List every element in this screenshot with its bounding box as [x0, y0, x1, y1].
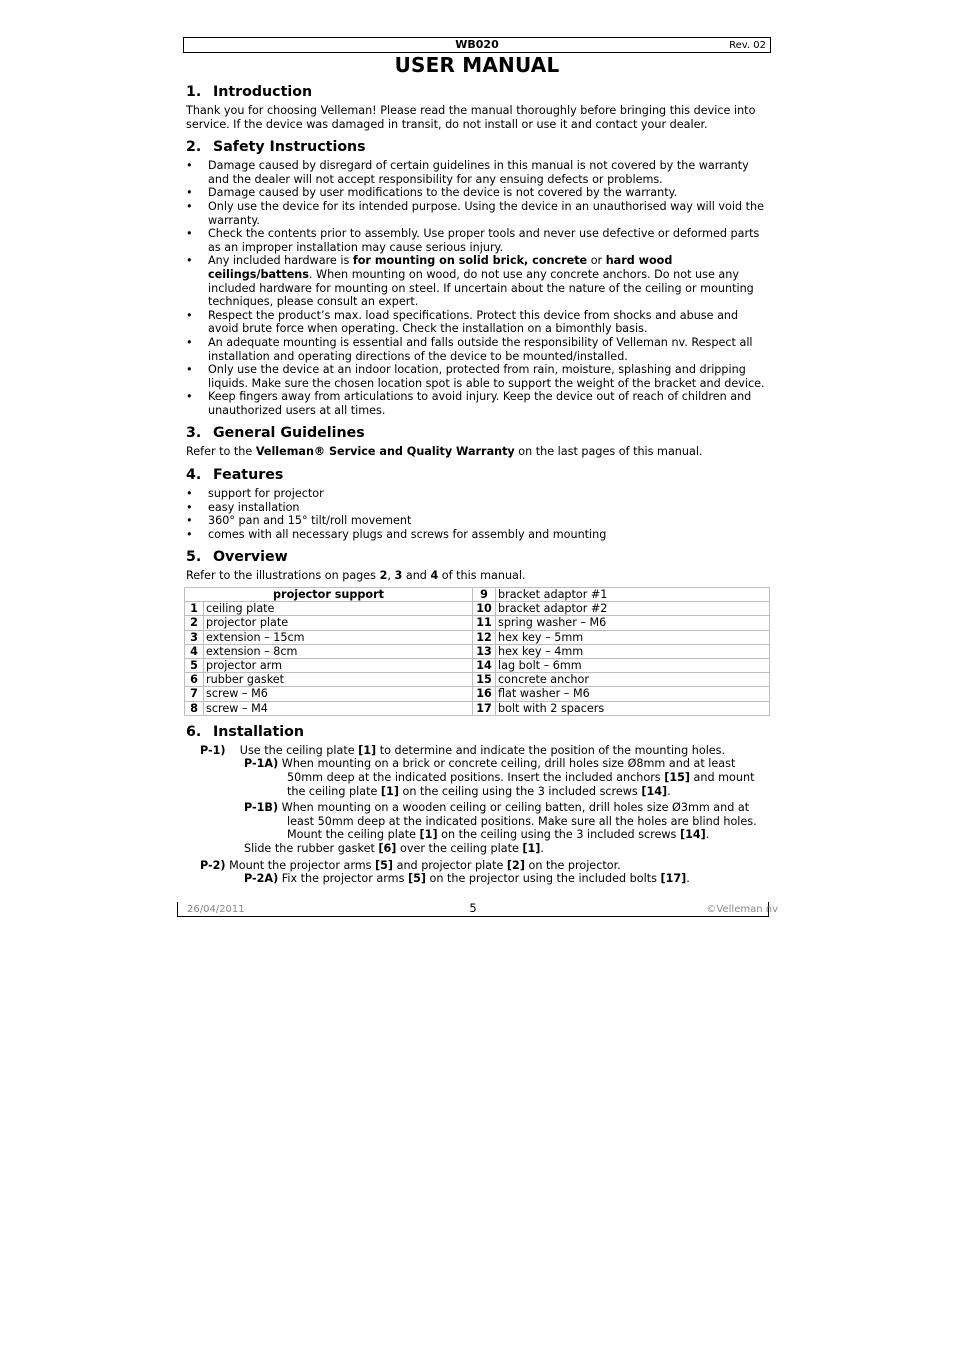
- footer-copyright: ©Velleman nv: [706, 904, 778, 915]
- page-number: 5: [469, 901, 477, 915]
- page-header: [183, 37, 771, 53]
- features-list: [186, 487, 770, 541]
- model-code: WB020: [455, 38, 499, 51]
- step-p2a: P-2A) Fix the projector arms [5] on the projector using the included bolts [17].: [244, 872, 690, 886]
- list-item-hardware: • Any included hardware is for mounting on solid brick, concrete or hard wood ceilings/battens. When mounting on wood, do not use any concrete anchors. Do not use any included hardware for mounting on steel. If uncertain about the nature of the ceiling or mounting techniques, please consult an expert.: [186, 254, 770, 308]
- part-label: bracket adaptor #2: [496, 602, 770, 616]
- part-label: extension – 15cm: [204, 630, 473, 644]
- part-number: 4: [185, 644, 204, 658]
- list-item: • easy installation: [186, 501, 770, 515]
- installation-steps: [186, 744, 770, 886]
- footer-date: 26/04/2011: [187, 904, 245, 915]
- part-label: extension – 8cm: [204, 644, 473, 658]
- part-label: screw – M6: [204, 687, 473, 701]
- part-number: 5: [185, 659, 204, 673]
- part-number: 12: [473, 630, 496, 644]
- safety-list: [186, 159, 770, 417]
- step-p1b: P-1B) When mounting on a wooden ceiling or ceiling batten, drill holes size Ø3mm and at least 50mm deep at the indicated positions. Make sure all the holes are blind holes. Mount the ceiling plate [1] on the ceiling using the 3 included screws [14].: [244, 801, 757, 842]
- list-item: • Respect the product’s max. load specifications. Protect this device from shocks and abuse and avoid brute force when operating. Check the installation on a bimonthly basis.: [186, 309, 770, 336]
- page-footer: [177, 901, 778, 917]
- section-heading-guidelines: 3. General Guidelines: [186, 425, 365, 442]
- part-number: 8: [185, 701, 204, 715]
- part-number: 9: [473, 588, 496, 602]
- part-number: 17: [473, 701, 496, 715]
- part-label: flat washer – M6: [496, 687, 770, 701]
- table-row: [185, 630, 770, 644]
- part-label: rubber gasket: [204, 673, 473, 687]
- guidelines-text: Refer to the Velleman® Service and Quality Warranty on the last pages of this manual.: [186, 445, 703, 459]
- part-label: spring washer – M6: [496, 616, 770, 630]
- part-number: 14: [473, 659, 496, 673]
- section-heading-safety: 2. Safety Instructions: [186, 139, 366, 156]
- section-heading-overview: 5. Overview: [186, 549, 288, 566]
- list-item: • An adequate mounting is essential and falls outside the responsibility of Velleman nv. Respect all installation and operating directions of the device to be mounted/installed.: [186, 336, 770, 363]
- table-header: projector support: [185, 588, 473, 602]
- part-label: hex key – 4mm: [496, 644, 770, 658]
- list-item: • Only use the device at an indoor location, protected from rain, moisture, splashing and dripping liquids. Make sure the chosen location spot is able to support the weight of the bracket and device.: [186, 363, 770, 390]
- part-label: screw – M4: [204, 701, 473, 715]
- part-number: 11: [473, 616, 496, 630]
- section-heading-features: 4. Features: [186, 467, 284, 484]
- part-label: projector plate: [204, 616, 473, 630]
- part-label: lag bolt – 6mm: [496, 659, 770, 673]
- part-label: bolt with 2 spacers: [496, 701, 770, 715]
- part-number: 7: [185, 687, 204, 701]
- table-row: [185, 616, 770, 630]
- list-item: • Check the contents prior to assembly. Use proper tools and never use defective or deformed parts as an improper installation may cause serious injury.: [186, 227, 770, 254]
- part-number: 16: [473, 687, 496, 701]
- section-heading-introduction: 1. Introduction: [186, 84, 313, 100]
- part-label: hex key – 5mm: [496, 630, 770, 644]
- step-p1: P-1) Use the ceiling plate [1] to determine and indicate the position of the mounting holes.: [200, 743, 726, 757]
- part-number: 15: [473, 673, 496, 687]
- list-item: • Only use the device for its intended purpose. Using the device in an unauthorised way will void the warranty.: [186, 200, 770, 227]
- part-label: concrete anchor: [496, 673, 770, 687]
- table-row: [185, 673, 770, 687]
- list-item: • comes with all necessary plugs and screws for assembly and mounting: [186, 528, 770, 542]
- part-label: bracket adaptor #1: [496, 588, 770, 602]
- list-item: • Damage caused by user modifications to the device is not covered by the warranty.: [186, 186, 770, 200]
- list-item: • Damage caused by disregard of certain guidelines in this manual is not covered by the warranty and the dealer will not accept responsibility for any ensuing defects or problems.: [186, 159, 770, 186]
- part-number: 3: [185, 630, 204, 644]
- part-number: 2: [185, 616, 204, 630]
- document-title: USER MANUAL: [394, 53, 560, 77]
- table-row: [185, 644, 770, 658]
- part-label: ceiling plate: [204, 602, 473, 616]
- introduction-text: Thank you for choosing Velleman! Please read the manual thoroughly before bringing this device into service. If the device was damaged in transit, do not install or use it and contact your dealer.: [186, 104, 756, 131]
- overview-text: Refer to the illustrations on pages 2, 3 and 4 of this manual.: [186, 569, 526, 583]
- table-row: [185, 602, 770, 616]
- table-row: [185, 659, 770, 673]
- step-p1a: P-1A) When mounting on a brick or concrete ceiling, drill holes size Ø8mm and at least 50mm deep at the indicated positions. Insert the included anchors [15] and mount the ceiling plate [1] on the ceiling using the 3 included screws [14].: [244, 757, 755, 798]
- part-label: projector arm: [204, 659, 473, 673]
- section-heading-installation: 6. Installation: [186, 723, 304, 740]
- table-row: [185, 588, 770, 602]
- parts-table: [184, 587, 770, 716]
- revision-label: Rev. 02: [729, 40, 766, 51]
- list-item: • 360° pan and 15° tilt/roll movement: [186, 514, 770, 528]
- part-number: 6: [185, 673, 204, 687]
- document-body: [186, 82, 770, 886]
- list-item: • support for projector: [186, 487, 770, 501]
- table-row: [185, 701, 770, 715]
- part-number: 1: [185, 602, 204, 616]
- part-number: 10: [473, 602, 496, 616]
- list-item: • Keep fingers away from articulations to avoid injury. Keep the device out of reach of children and unauthorized users at all times.: [186, 390, 770, 417]
- step-slide-gasket: Slide the rubber gasket [6] over the ceiling plate [1].: [244, 842, 544, 856]
- part-number: 13: [473, 644, 496, 658]
- table-row: [185, 687, 770, 701]
- step-p2: P-2) Mount the projector arms [5] and projector plate [2] on the projector.: [200, 858, 621, 872]
